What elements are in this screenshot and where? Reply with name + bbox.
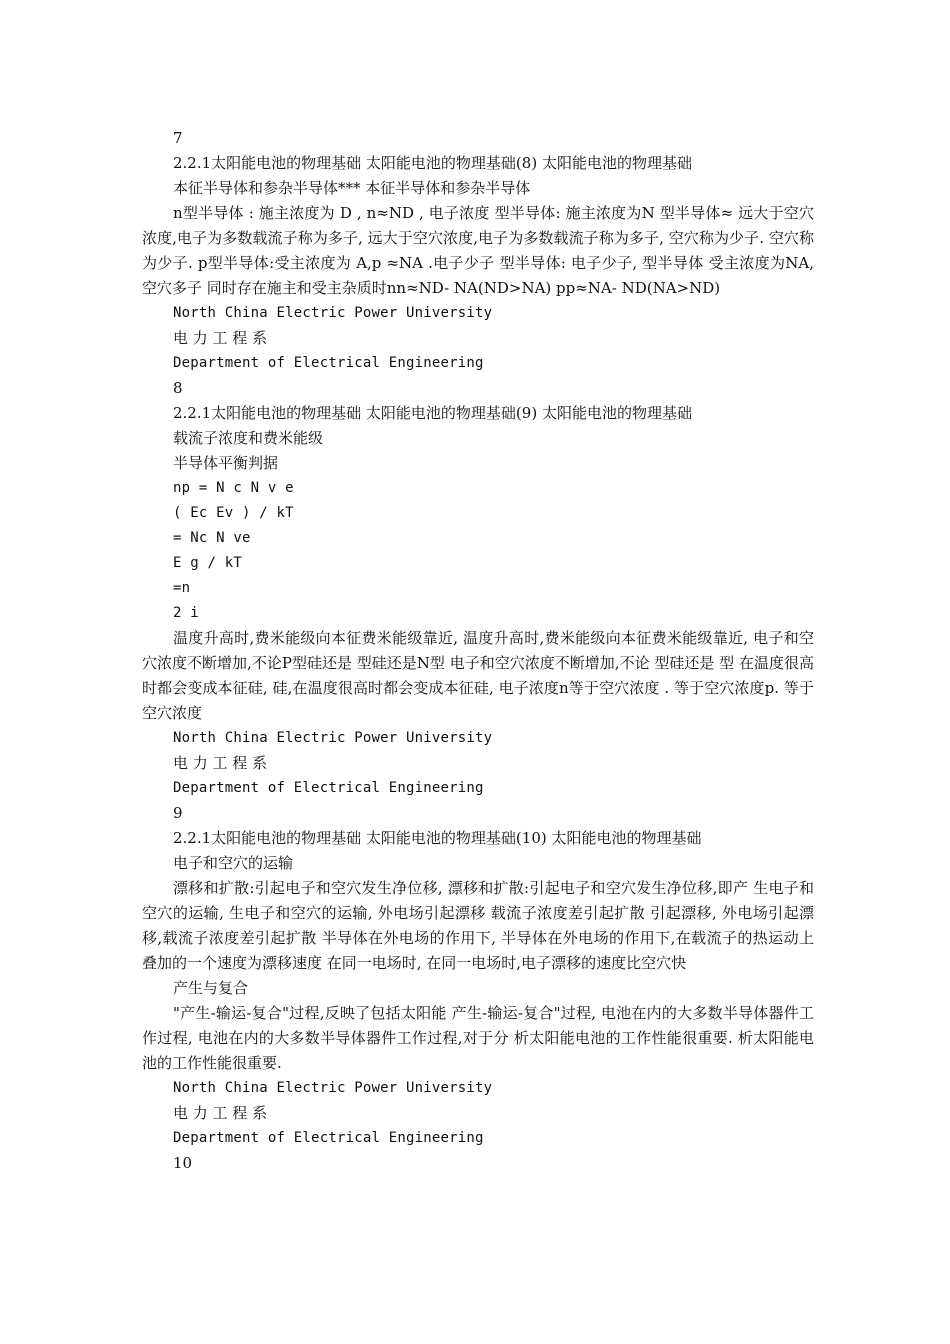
section-header: 2.2.1太阳能电池的物理基础 太阳能电池的物理基础(10) 太阳能电池的物理基础 bbox=[173, 829, 702, 847]
body-paragraph: n型半导体 : 施主浓度为 D , n≈ND , 电子浓度 型半导体: 施主浓度为N 型半导体≈ 远大于空穴浓度,电子为多数载流子称为多子, 远大于空穴浓度,电子为多数载流子称为多子, 空穴称为少子. 空穴称为少子. p型半导体:受主浓度为 A,p ≈NA .电子少子 型半导体: 电子少子, 型半导体 受主浓度为NA, 空穴多子 同时存在施主和受主杂质时nn≈ND- NA(ND>NA) pp≈NA- ND(NA>ND) bbox=[142, 204, 814, 297]
document-content bbox=[142, 126, 814, 1176]
department-cn: 电 力 工 程 系 bbox=[173, 754, 268, 772]
body-paragraph: 温度升高时,费米能级向本征费米能级靠近, 温度升高时,费米能级向本征费米能级靠近, 电子和空穴浓度不断增加,不论P型硅还是 型硅还是N型 电子和空穴浓度不断增加,不论 型硅还是 型 在温度很高时都会变成本征硅, 硅,在温度很高时都会变成本征硅, 电子浓度n等于空穴浓度 . 等于空穴浓度p. 等于空穴浓度 bbox=[142, 629, 814, 722]
department-en: Department of Electrical Engineering bbox=[173, 780, 484, 796]
section-subtitle: 产生与复合 bbox=[173, 979, 249, 997]
section-subtitle: 载流子浓度和费米能级 bbox=[173, 429, 324, 447]
formula-line: = Nc N ve bbox=[173, 530, 251, 546]
page-number: 8 bbox=[173, 379, 183, 397]
section-subtitle: 本征半导体和参杂半导体*** 本征半导体和参杂半导体 bbox=[173, 179, 531, 197]
page-number: 10 bbox=[173, 1154, 193, 1172]
body-paragraph: "产生-输运-复合"过程,反映了包括太阳能 产生-输运-复合"过程, 电池在内的大多数半导体器件工作过程, 电池在内的大多数半导体器件工作过程,对于分 析太阳能电池的工作性能很重要. 析太阳能电池的工作性能很重要. bbox=[142, 1004, 814, 1072]
department-en: Department of Electrical Engineering bbox=[173, 355, 484, 371]
section-subtitle: 电子和空穴的运输 bbox=[173, 854, 294, 872]
page-number: 9 bbox=[173, 804, 183, 822]
formula-line: ( Ec Ev ) / kT bbox=[173, 505, 294, 521]
university-name: North China Electric Power University bbox=[173, 730, 493, 746]
department-en: Department of Electrical Engineering bbox=[173, 1130, 484, 1146]
formula-line: np = N c N v e bbox=[173, 480, 294, 496]
formula-line: E g / kT bbox=[173, 555, 243, 571]
formula-line: 2 i bbox=[173, 605, 199, 621]
university-name: North China Electric Power University bbox=[173, 1080, 493, 1096]
section-header: 2.2.1太阳能电池的物理基础 太阳能电池的物理基础(9) 太阳能电池的物理基础 bbox=[173, 404, 692, 422]
body-paragraph: 漂移和扩散:引起电子和空穴发生净位移, 漂移和扩散:引起电子和空穴发生净位移,即产 生电子和空穴的运输, 生电子和空穴的运输, 外电场引起漂移 载流子浓度差引起扩散 引起漂移, 外电场引起漂移,载流子浓度差引起扩散 半导体在外电场的作用下, 半导体在外电场的作用下,在载流子的热运动上 叠加的一个速度为漂移速度 在同一电场时, 在同一电场时,电子漂移的速度比空穴快 bbox=[142, 879, 814, 972]
formula-line: =n bbox=[173, 580, 191, 596]
formula-line: 半导体平衡判据 bbox=[173, 454, 279, 472]
section-header: 2.2.1太阳能电池的物理基础 太阳能电池的物理基础(8) 太阳能电池的物理基础 bbox=[173, 154, 692, 172]
university-name: North China Electric Power University bbox=[173, 305, 493, 321]
department-cn: 电 力 工 程 系 bbox=[173, 329, 268, 347]
department-cn: 电 力 工 程 系 bbox=[173, 1104, 268, 1122]
page-number: 7 bbox=[173, 129, 183, 147]
